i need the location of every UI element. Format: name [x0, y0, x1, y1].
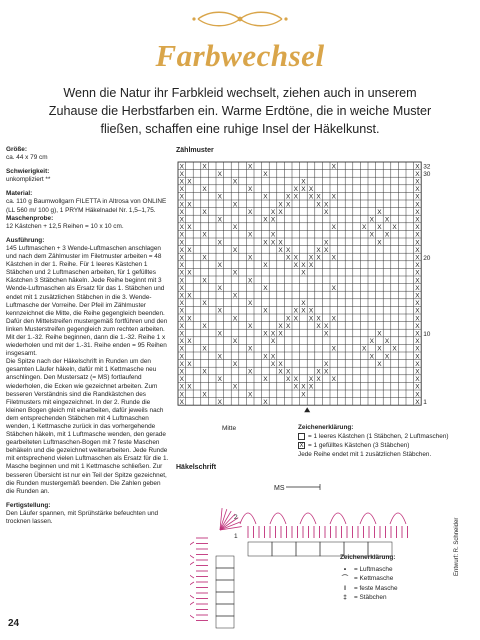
filled-cell: X	[179, 284, 184, 292]
filled-cell: X	[187, 201, 192, 209]
filled-cell: X	[187, 246, 192, 254]
filled-cell: X	[316, 315, 321, 323]
filled-cell: X	[179, 224, 184, 232]
chart-legend-title: Zeichenerklärung:	[298, 424, 354, 431]
filled-cell: X	[308, 307, 314, 315]
filled-cell: X	[286, 201, 291, 209]
filled-cell: X	[263, 398, 268, 406]
filled-cell: X	[263, 353, 268, 361]
filled-cell: X	[324, 208, 329, 216]
filled-cell: X	[384, 353, 390, 361]
gauge-value: 12 Kästchen + 12,5 Reihen = 10 x 10 cm.	[6, 222, 124, 230]
legend-slip-text: = Kettmasche	[354, 575, 394, 582]
filled-cell: X	[324, 360, 329, 368]
filled-cell: X	[270, 231, 276, 239]
filled-cell: X	[415, 368, 420, 376]
filled-cell: X	[293, 186, 298, 194]
filled-cell: X	[179, 163, 184, 171]
filled-cell: X	[179, 292, 184, 300]
filled-cell: X	[316, 368, 321, 376]
filled-cell: X	[286, 315, 291, 323]
filled-cell: X	[263, 262, 268, 270]
filled-cell: X	[415, 224, 420, 232]
filled-cell: X	[270, 353, 276, 361]
slip-stitch-icon: ⌒	[341, 575, 349, 582]
repeat-bracket	[286, 484, 320, 490]
filled-cell: X	[415, 398, 420, 406]
filled-cell: X	[270, 239, 276, 247]
filled-cell: X	[248, 254, 253, 262]
filled-cell: X	[331, 315, 336, 323]
filled-cell: X	[263, 376, 268, 384]
filled-cell: X	[232, 178, 238, 186]
single-crochet-icon: I	[344, 584, 346, 592]
filled-cell: X	[415, 262, 420, 270]
filled-cell: X	[415, 330, 420, 338]
filled-cell: X	[377, 345, 382, 353]
empty-square-icon	[298, 433, 305, 440]
filled-cell: X	[248, 208, 253, 216]
legend-single-text: = feste Masche	[354, 584, 398, 592]
filled-cell: X	[316, 254, 321, 262]
chain-stitch-icon: •	[343, 565, 347, 573]
filled-cell: X	[415, 201, 420, 209]
filled-cell: X	[316, 322, 321, 330]
filled-cell: X	[415, 360, 420, 368]
instructions-text-1: 145 Luftmaschen + 3 Wende-Luftmaschen anschlagen und nach dem Zählmuster im Filetmuster arbeiten = 48 Kästchen in der 1. Reihe. Für 1 leeres Kästchen 1 Stäbchen und 2 Luftmaschen arbeiten, für 1 gefülltes Kästchen 3 Stäbchen häkeln. Jede Reihe beginnt mit 3 Wende-Luftmaschen als Ersatz für das 1. Stäbchen und endet mit 1 zusätzlichen Stäbchen in die 3. Wende-Luftmasche der Vorreihe. Der Pfeil im Zählmuster kennzeichnet die Mitte, die Reihe gegengleich beenden. Dafür den Mittelstreifen mustergemäß fortführen und den linken Musterstreifen gegengleich zum rechten arbeiten.	[6, 244, 168, 333]
filled-cell: X	[179, 376, 184, 384]
filled-cell: X	[301, 178, 306, 186]
filled-cell: X	[331, 224, 336, 232]
filled-cell: X	[278, 330, 283, 338]
filled-cell: X	[202, 322, 207, 330]
filled-cell: X	[324, 330, 329, 338]
filled-cell: X	[415, 231, 420, 239]
filled-cell: X	[232, 201, 238, 209]
filled-cell: X	[278, 246, 283, 254]
filled-cell: X	[202, 254, 207, 262]
filled-cell: X	[362, 224, 367, 232]
legend-slip	[340, 574, 450, 584]
filled-cell: X	[278, 239, 283, 247]
filled-cell: X	[179, 315, 184, 323]
filled-cell: X	[248, 277, 253, 285]
filled-cell: X	[286, 376, 291, 384]
filled-cell: X	[415, 345, 420, 353]
filled-cell: X	[179, 353, 184, 361]
filled-cell: X	[301, 391, 306, 399]
symbol-legend	[340, 553, 450, 603]
crochet-diagram-title: Häkelschrift	[176, 464, 217, 471]
filled-cell: X	[232, 315, 238, 323]
filled-cell: X	[217, 193, 222, 201]
filled-cell: X	[415, 269, 420, 277]
filled-cell: X	[392, 345, 397, 353]
filled-cell: X	[369, 338, 374, 346]
instructions-column	[6, 146, 170, 532]
filled-cell: X	[324, 368, 329, 376]
filled-cell: X	[415, 216, 420, 224]
filled-cell: X	[270, 360, 276, 368]
filled-cell: X	[316, 246, 321, 254]
filled-cell: X	[179, 201, 184, 209]
filled-cell: X	[415, 170, 420, 178]
filled-cell: X	[377, 208, 382, 216]
filled-cell: X	[415, 391, 420, 399]
filled-cell: X	[415, 292, 420, 300]
title-ornament	[190, 6, 290, 32]
legend-filled-text: = 1 gefülltes Kästchen (3 Stäbchen)	[308, 442, 410, 449]
filled-cell: X	[308, 376, 314, 384]
filled-cell: X	[293, 193, 298, 201]
material-label: Material:	[6, 190, 33, 198]
filled-cell: X	[179, 345, 184, 353]
filled-cell: X	[369, 353, 374, 361]
filled-cell: X	[202, 277, 207, 285]
filled-cell: X	[179, 254, 184, 262]
filled-cell: X	[369, 231, 374, 239]
legend-row-empty	[298, 432, 473, 441]
filled-cell: X	[179, 398, 184, 406]
filled-cell: X	[232, 383, 238, 391]
filled-cell: X	[263, 170, 268, 178]
filled-cell: X	[293, 315, 298, 323]
filled-cell: X	[415, 300, 420, 308]
material-value: ca. 110 g Baumwollgarn FILETTA in Altrosa von ONLINE (LL 560 m/ 100 g), 1 PRYM Häkelnadel Nr. 1,5–1,75.	[6, 198, 167, 214]
filled-cell: X	[384, 216, 390, 224]
filled-cell: X	[248, 186, 253, 194]
filled-cell: X	[179, 170, 184, 178]
filled-cell: X	[248, 368, 253, 376]
filled-cell: X	[179, 368, 184, 376]
filled-cell: X	[232, 292, 238, 300]
filled-cell: X	[324, 239, 329, 247]
round-label: 2	[234, 514, 238, 521]
filled-cell: X	[278, 360, 283, 368]
filled-cell: X	[415, 315, 420, 323]
filled-cell: X	[415, 307, 420, 315]
filled-cell: X	[217, 216, 222, 224]
difficulty-label: Schwierigkeit:	[6, 168, 50, 176]
filled-cell: X	[293, 262, 298, 270]
finishing-value: Den Läufer spannen, mit Sprühstärke befeuchten und trocknen lassen.	[6, 509, 159, 526]
chart-row-label: 32	[423, 163, 431, 171]
filled-cell: X	[217, 307, 222, 315]
filled-cell: X	[232, 246, 238, 254]
filled-cell: X	[202, 391, 207, 399]
filled-cell: X	[217, 398, 222, 406]
filled-cell: X	[384, 231, 390, 239]
filled-cell: X	[415, 208, 420, 216]
size-label: Größe:	[6, 146, 27, 153]
filled-cell: X	[270, 338, 276, 346]
chart-row-label: 10	[423, 330, 431, 338]
filled-cell: X	[415, 254, 420, 262]
filled-cell: X	[217, 170, 222, 178]
double-crochet-icon: ‡	[343, 594, 347, 601]
filled-cell: X	[308, 254, 314, 262]
filled-cell: X	[362, 345, 367, 353]
filled-cell: X	[217, 262, 222, 270]
size-value: ca. 44 x 79 cm	[6, 154, 48, 162]
filled-cell: X	[286, 193, 291, 201]
filled-cell: X	[415, 383, 420, 391]
filled-cell: X	[415, 178, 420, 186]
filled-cell: X	[331, 376, 336, 384]
filled-cell: X	[232, 269, 238, 277]
filled-cell: X	[308, 186, 314, 194]
filled-cell: X	[415, 239, 420, 247]
filled-cell: X	[202, 300, 207, 308]
filled-cell: X	[301, 186, 306, 194]
filled-cell: X	[217, 330, 222, 338]
legend-single	[340, 584, 450, 594]
filled-cell: X	[331, 284, 336, 292]
filled-cell: X	[301, 300, 306, 308]
filled-cell: X	[293, 383, 298, 391]
filled-cell: X	[217, 284, 222, 292]
filled-cell: X	[369, 216, 374, 224]
filled-cell: X	[278, 368, 283, 376]
filled-cell: X	[179, 300, 184, 308]
filled-cell: X	[248, 300, 253, 308]
intro-text: Wenn die Natur ihr Farbkleid wechselt, ziehen auch in unserem Zuhause die Herbstfarben ein. Warme Erdtöne, die in weiche Muster fließen, schaffen eine ruhige Insel der Häkelkunst.	[48, 86, 432, 136]
design-credit: Entwurf: R. Schneider	[454, 517, 460, 576]
filled-cell: X	[377, 239, 382, 247]
filled-cell: X	[316, 193, 321, 201]
instructions-label: Ausführung:	[6, 236, 45, 244]
filled-cell: X	[202, 163, 207, 171]
chart-title: Zählmuster	[176, 147, 214, 154]
filled-cell: X	[217, 376, 222, 384]
filled-cell: X	[377, 224, 382, 232]
filled-cell: X	[308, 262, 314, 270]
legend-double	[340, 593, 450, 603]
filled-cell: X	[293, 254, 298, 262]
filled-cell: X	[286, 254, 291, 262]
filled-cell: X	[377, 330, 382, 338]
filled-cell: X	[308, 193, 314, 201]
gauge-label: Maschenprobe:	[6, 214, 54, 222]
filled-cell: X	[415, 376, 420, 384]
symbol-legend-title: Zeichenerklärung:	[340, 554, 396, 561]
filled-cell: X	[301, 262, 306, 270]
filled-square-icon: X	[299, 443, 304, 449]
page-number: 24	[8, 618, 20, 629]
filled-cell: X	[179, 338, 184, 346]
round-label: 1	[234, 533, 238, 540]
center-label: Mitte	[222, 425, 237, 432]
filled-cell: X	[179, 360, 184, 368]
legend-empty-text: = 1 leeres Kästchen (1 Stäbchen, 2 Luftmaschen)	[308, 433, 449, 440]
filled-cell: X	[270, 330, 276, 338]
legend-chain	[340, 565, 450, 575]
filled-cell: X	[415, 338, 420, 346]
filled-cell: X	[278, 201, 283, 209]
filled-cell: X	[286, 368, 291, 376]
finishing-label: Fertigstellung:	[6, 501, 51, 509]
filled-cell: X	[202, 231, 207, 239]
filled-cell: X	[293, 376, 298, 384]
filled-cell: X	[248, 231, 253, 239]
legend-double-text: = Stäbchen	[354, 594, 387, 601]
filled-cell: X	[179, 269, 184, 277]
filled-cell: X	[392, 224, 397, 232]
pattern-repeat-label: MS	[274, 485, 285, 492]
filled-cell: X	[248, 322, 253, 330]
filled-cell: X	[263, 284, 268, 292]
filled-cell: X	[248, 163, 253, 171]
filled-cell: X	[301, 383, 306, 391]
filled-cell: X	[384, 338, 390, 346]
legend-note: Jede Reihe endet mit 1 zusätzlichen Stäbchen.	[298, 451, 432, 458]
legend-chain-text: = Luftmasche	[354, 565, 393, 573]
center-arrow-icon	[304, 407, 310, 412]
filled-cell: X	[263, 330, 268, 338]
filled-cell: X	[187, 383, 192, 391]
chart-legend	[298, 423, 473, 459]
page-title: Farbwechsel	[155, 38, 325, 73]
instructions-text-2: Mit der 1.-32. Reihe beginnen, dann die 1.-32. Reihe 1 x wiederholen und mit der 1.-31. Reihe enden = 95 Reihen insgesamt.	[6, 333, 167, 358]
filled-cell: X	[293, 307, 298, 315]
filled-cell: X	[217, 353, 222, 361]
filled-cell: X	[179, 178, 184, 186]
filled-cell: X	[286, 322, 291, 330]
filled-cell: X	[232, 338, 238, 346]
filled-cell: X	[331, 254, 336, 262]
filled-cell: X	[377, 360, 382, 368]
filled-cell: X	[308, 315, 314, 323]
filled-cell: X	[286, 246, 291, 254]
instructions-text-3: Die Spitze nach der Häkelschrift in Runden um den gesamten Läufer häkeln, dafür mit 1 Kettmasche neu anschlingen. Den Mustersatz (= MS) fortlaufend wiederholen, die Ecken wie gezeichnet arbeiten. Zum besseren Verständnis sind die Randkästchen des Filetmusters mit eingezeichnet. In der 2. Runde die kleinen Bogen gleich mit einarbeiten, dafür jeweils nach dem entsprechenden Stäbchen mit 4 Luftmaschen wenden, 1 Kettmasche zurück in das vorhergehende Stäbchen häkeln, mit 1 Luftmasche wenden, den gerade gearbeiteten Luftmaschen-Bogen mit 7 feste Maschen behäkeln und die gezeichnet weiterarbeiten. Jede Runde mit entsprechend vielen Luftmaschen als Ersatz für die 1. Masche beginnen und mit 1 Kettmasche schließen. Zur besseren Übersicht ist nur ein Teil der Spitze gezeichnet, die Runden mustergemäß beenden. Die Zahlen geben die Runden an.	[6, 358, 169, 495]
filled-cell: X	[324, 246, 329, 254]
filled-cell: X	[278, 208, 283, 216]
legend-row-filled	[298, 441, 473, 450]
filled-cell: X	[308, 383, 314, 391]
filled-cell: X	[301, 307, 306, 315]
filled-cell: X	[263, 307, 268, 315]
filet-chart	[177, 161, 449, 426]
filled-cell: X	[324, 201, 329, 209]
filled-cell: X	[187, 338, 192, 346]
filled-cell: X	[415, 353, 420, 361]
chart-row-label: 1	[423, 399, 427, 407]
filled-cell: X	[187, 292, 192, 300]
filled-cell: X	[187, 269, 192, 277]
filled-cell: X	[263, 216, 268, 224]
filled-cell: X	[270, 208, 276, 216]
filled-cell: X	[179, 391, 184, 399]
filled-cell: X	[202, 208, 207, 216]
filled-cell: X	[232, 224, 238, 232]
filled-cell: X	[179, 246, 184, 254]
filled-cell: X	[301, 269, 306, 277]
filled-cell: X	[179, 383, 184, 391]
filled-cell: X	[331, 163, 336, 171]
filled-cell: X	[217, 239, 222, 247]
filled-cell: X	[179, 262, 184, 270]
filled-cell: X	[179, 186, 184, 194]
filled-cell: X	[324, 322, 329, 330]
filled-cell: X	[179, 307, 184, 315]
filled-cell: X	[179, 231, 184, 239]
filled-cell: X	[331, 345, 336, 353]
filled-cell: X	[179, 277, 184, 285]
filled-cell: X	[187, 224, 192, 232]
chart-row-label: 20	[423, 254, 431, 262]
filled-cell: X	[179, 193, 184, 201]
chart-row-label: 30	[423, 171, 431, 179]
filled-cell: X	[187, 315, 192, 323]
filled-cell: X	[202, 345, 207, 353]
filled-cell: X	[415, 163, 420, 171]
filled-cell: X	[202, 186, 207, 194]
filled-cell: X	[248, 345, 253, 353]
filled-cell: X	[179, 208, 184, 216]
filled-cell: X	[415, 277, 420, 285]
filled-cell: X	[263, 193, 268, 201]
filled-cell: X	[179, 330, 184, 338]
filled-cell: X	[179, 322, 184, 330]
filled-cell: X	[232, 360, 238, 368]
filled-cell: X	[316, 201, 321, 209]
difficulty-value: unkompliziert **	[6, 176, 51, 184]
filled-cell: X	[263, 239, 268, 247]
filled-cell: X	[179, 239, 184, 247]
filled-cell: X	[415, 284, 420, 292]
filled-cell: X	[248, 391, 253, 399]
filled-cell: X	[187, 360, 192, 368]
filled-cell: X	[278, 322, 283, 330]
filled-cell: X	[331, 193, 336, 201]
filled-cell: X	[415, 246, 420, 254]
filled-cell: X	[187, 178, 192, 186]
filled-cell: X	[316, 376, 321, 384]
filled-cell: X	[179, 216, 184, 224]
filled-cell: X	[415, 322, 420, 330]
filled-cell: X	[202, 368, 207, 376]
filled-cell: X	[270, 216, 276, 224]
filled-cell: X	[415, 186, 420, 194]
filled-cell: X	[415, 193, 420, 201]
